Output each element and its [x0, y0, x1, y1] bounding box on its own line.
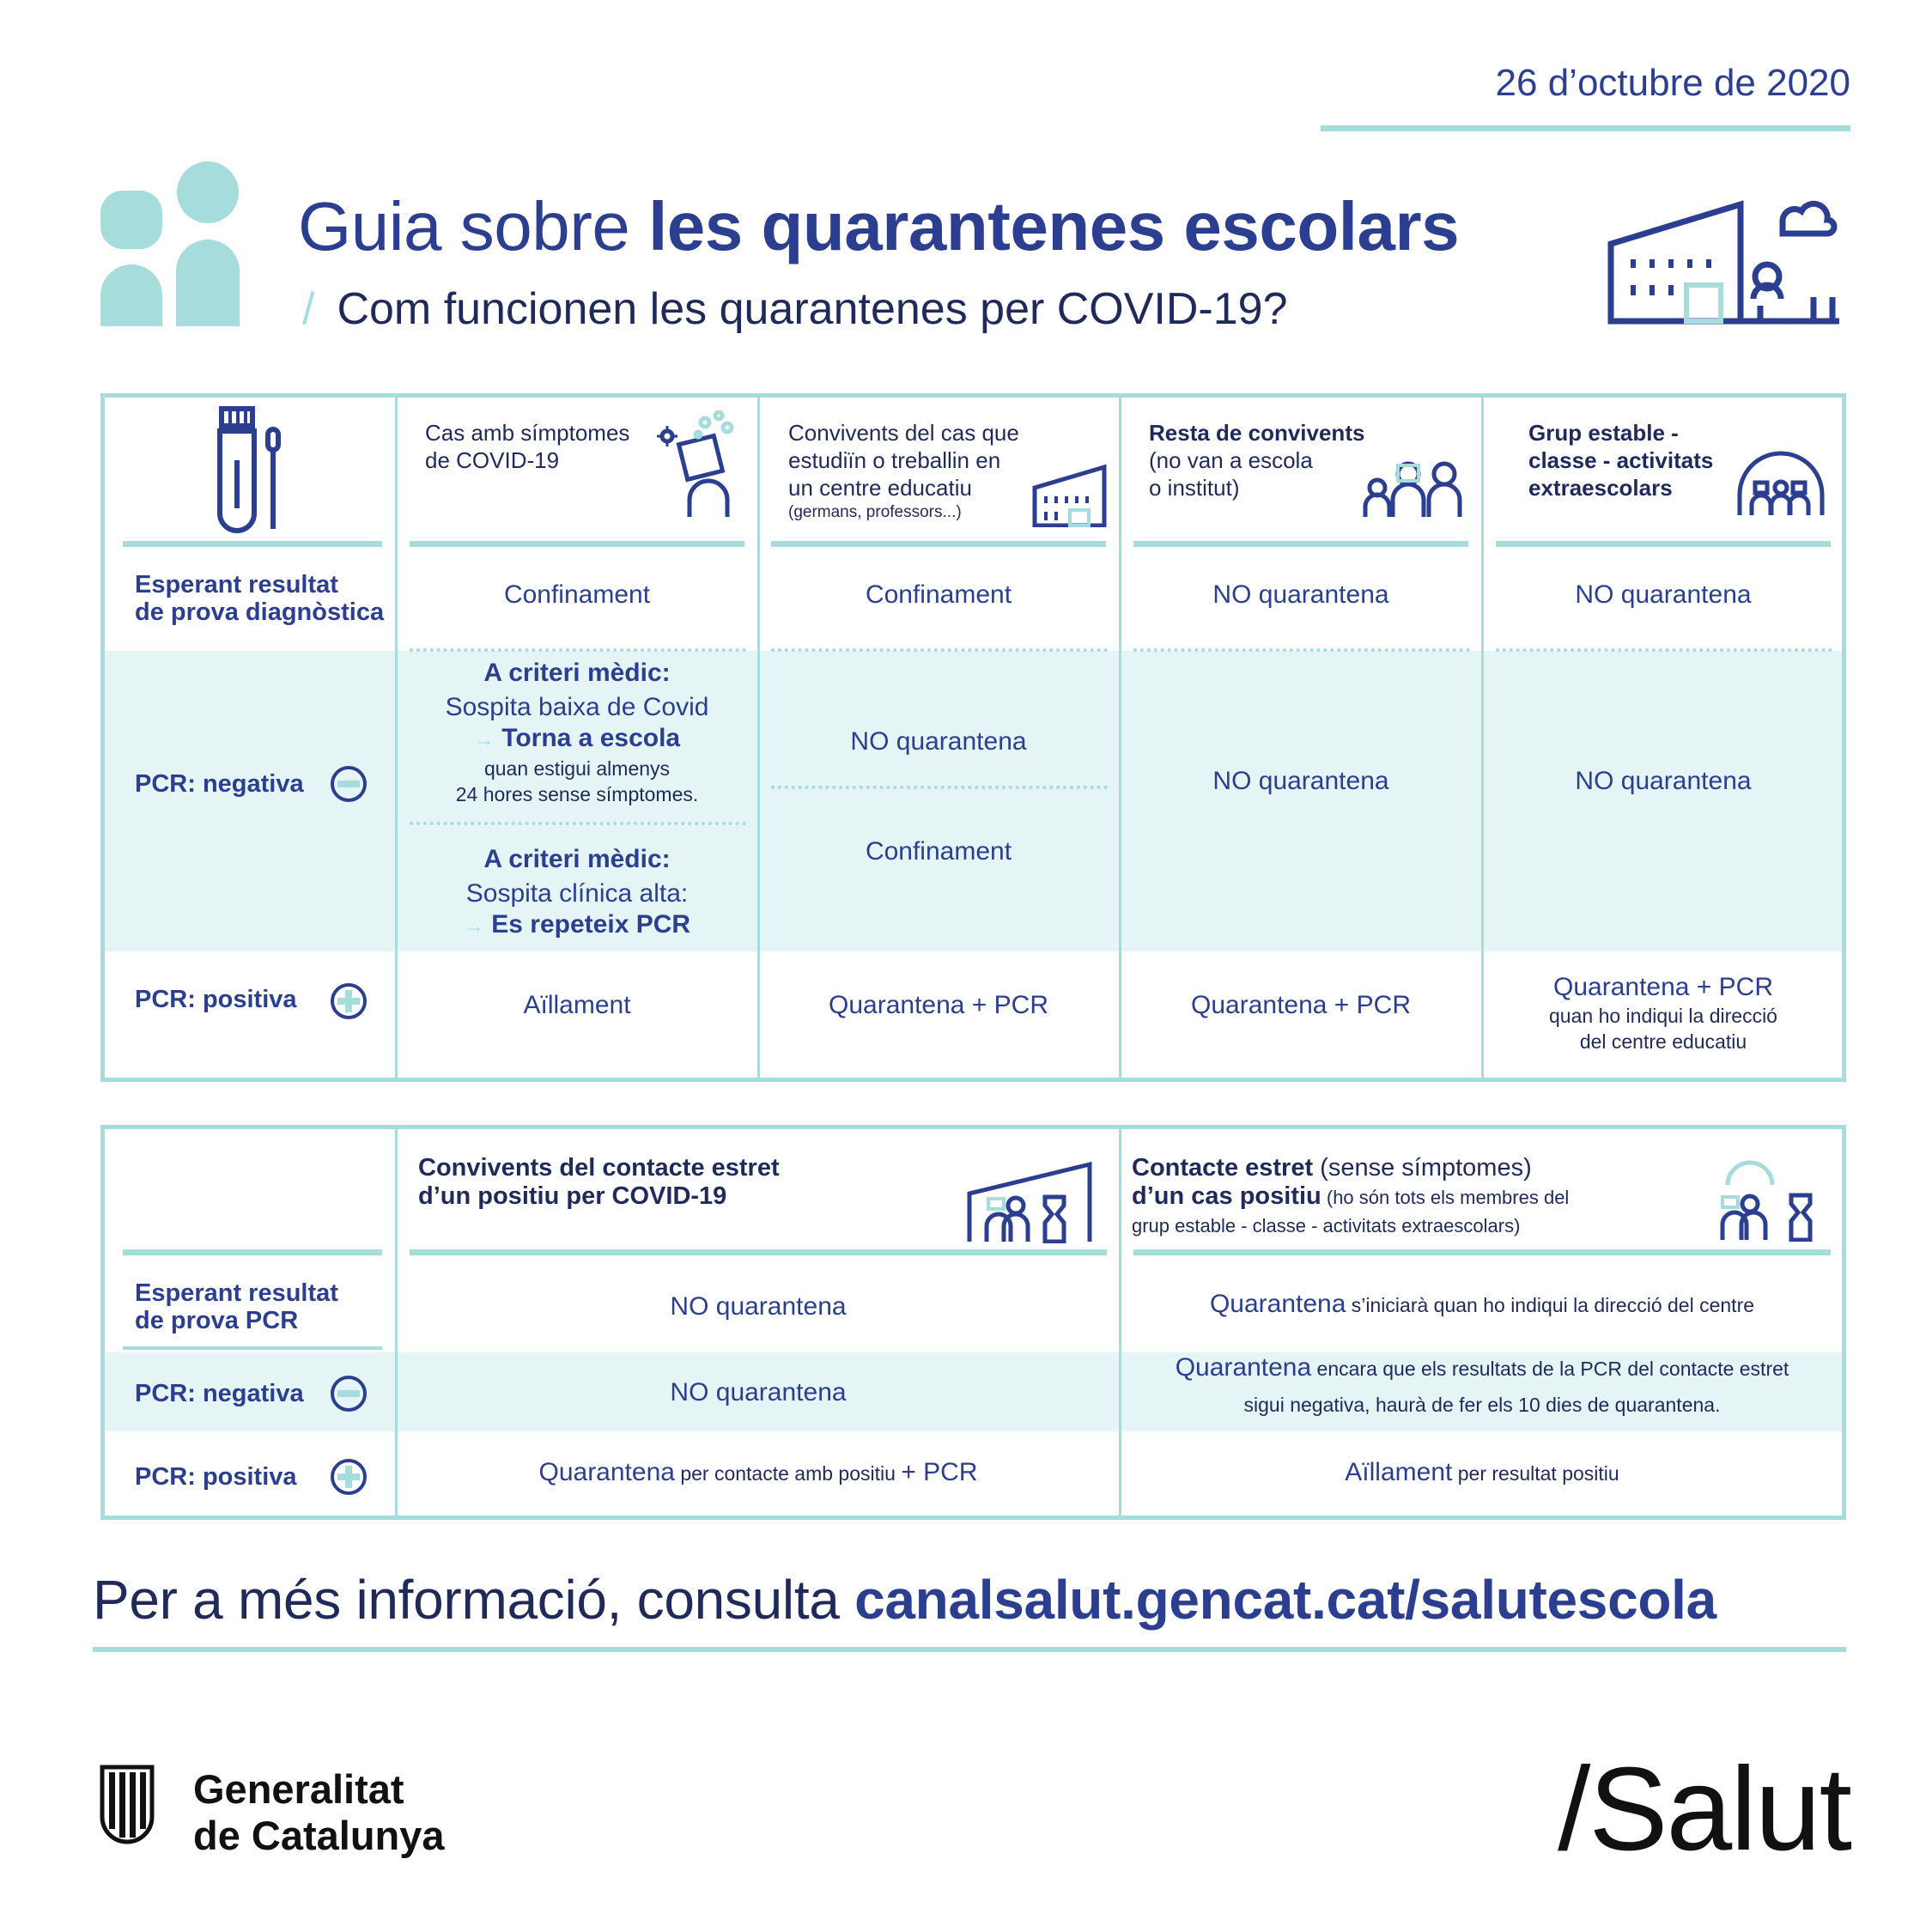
t1-negative-cohab-school-bottom: Confinament	[865, 837, 1012, 866]
minus-icon	[329, 1374, 368, 1413]
sick-person-icon	[657, 410, 738, 519]
t1-col-header-stable-group: Grup estable - classe - activitats extraescolars	[1528, 420, 1714, 501]
t1-col-header-symptoms: Cas amb símptomes de COVID-19	[425, 420, 630, 473]
t1-row-label-negative: PCR: negativa	[135, 770, 304, 798]
t2-row-label-positive: PCR: positiva	[135, 1463, 297, 1491]
date: 26 d’octubre de 2020	[1495, 62, 1850, 104]
plus-icon	[329, 1457, 368, 1497]
school-icon	[1032, 464, 1108, 527]
t1-waiting-other-cohab: NO quarantena	[1212, 580, 1389, 609]
school-building-icon	[1607, 196, 1848, 325]
t1-positive-other-cohab: Quarantena + PCR	[1191, 991, 1411, 1019]
t1-positive-symptoms: Aïllament	[523, 991, 631, 1019]
page-title: Guia sobre les quarantenes escolars	[298, 188, 1460, 264]
t2-waiting-cohab-contact: NO quarantena	[670, 1292, 847, 1321]
t1-negative-symptoms-low: A criteri mèdic: Sospita baixa de Covid → Torna a escola quan estigui almenys 24 hores sense símptomes.	[445, 659, 709, 805]
t1-positive-cohab-school: Quarantena + PCR	[829, 991, 1048, 1019]
test-tube-icon	[215, 405, 283, 534]
t1-col-header-other-cohabitants: Resta de convivents (no van a escola o institut)	[1149, 420, 1365, 501]
t1-row-label-waiting: Esperant resultat de prova diagnòstica	[135, 571, 385, 626]
t2-col-header-cohab-contact: Convivents del contacte estret d’un positiu per COVID-19	[418, 1154, 780, 1210]
t1-negative-symptoms-high: A criteri mèdic: Sospita clínica alta: → Es repeteix PCR	[463, 845, 691, 939]
t2-negative-close-contact: Quarantena encara que els resultats de la PCR del contacte estret sigui negativa, haurà de fer els 10 dies de quarantena.	[1175, 1353, 1789, 1416]
people-logo-icon	[99, 161, 245, 326]
close-contact-icon	[1717, 1159, 1829, 1242]
salutescola-link[interactable]: canalsalut.gencat.cat/salutescola	[854, 1569, 1716, 1631]
info-underline	[93, 1647, 1846, 1652]
more-info-text: Per a més informació, consulta canalsalut.gencat.cat/salutescola	[93, 1569, 1716, 1631]
t1-positive-stable-group: Quarantena + PCR quan ho indiqui la direcció del centre educatiu	[1549, 973, 1777, 1053]
group-dome-icon	[1736, 448, 1826, 519]
t1-negative-stable-group: NO quarantena	[1575, 767, 1752, 795]
house-family-icon	[966, 1161, 1093, 1243]
generalitat-name: Generalitat de Catalunya	[193, 1766, 445, 1858]
t2-positive-close-contact: Aïllament per resultat positiu	[1345, 1458, 1619, 1486]
t2-row-label-negative: PCR: negativa	[135, 1380, 304, 1407]
t1-negative-cohab-school-top: NO quarantena	[850, 727, 1027, 756]
page-subtitle: / Com funcionen les quarantenes per COVID-19?	[302, 284, 1288, 334]
t1-waiting-stable-group: NO quarantena	[1575, 580, 1752, 609]
salut-logo: /Salut	[1558, 1743, 1850, 1875]
t1-row-label-positive: PCR: positiva	[135, 986, 297, 1013]
t1-waiting-cohab-school: Confinament	[865, 580, 1012, 609]
plus-icon	[329, 981, 368, 1021]
t2-row-label-waiting: Esperant resultat de prova PCR	[135, 1279, 338, 1334]
t1-negative-other-cohab: NO quarantena	[1212, 767, 1389, 795]
family-icon	[1358, 459, 1463, 519]
t2-positive-cohab-contact: Quarantena per contacte amb positiu + PCR	[538, 1458, 978, 1486]
minus-icon	[329, 764, 368, 804]
t2-waiting-close-contact: Quarantena s’iniciarà quan ho indiqui la direcció del centre	[1209, 1290, 1755, 1318]
t1-waiting-symptoms: Confinament	[503, 580, 651, 609]
date-underline	[1321, 125, 1850, 131]
t2-negative-cohab-contact: NO quarantena	[670, 1378, 847, 1406]
t1-col-header-cohabitants-school: Convivents del cas que estudiïn o treballin en un centre educatiu (germans, professors...)	[788, 420, 1019, 521]
generalitat-logo-icon	[99, 1762, 155, 1846]
t2-col-header-close-contact: Contacte estret (sense símptomes) d’un cas positiu (ho són tots els membres del grup estable - classe - activitats extraescolars)	[1132, 1154, 1570, 1236]
